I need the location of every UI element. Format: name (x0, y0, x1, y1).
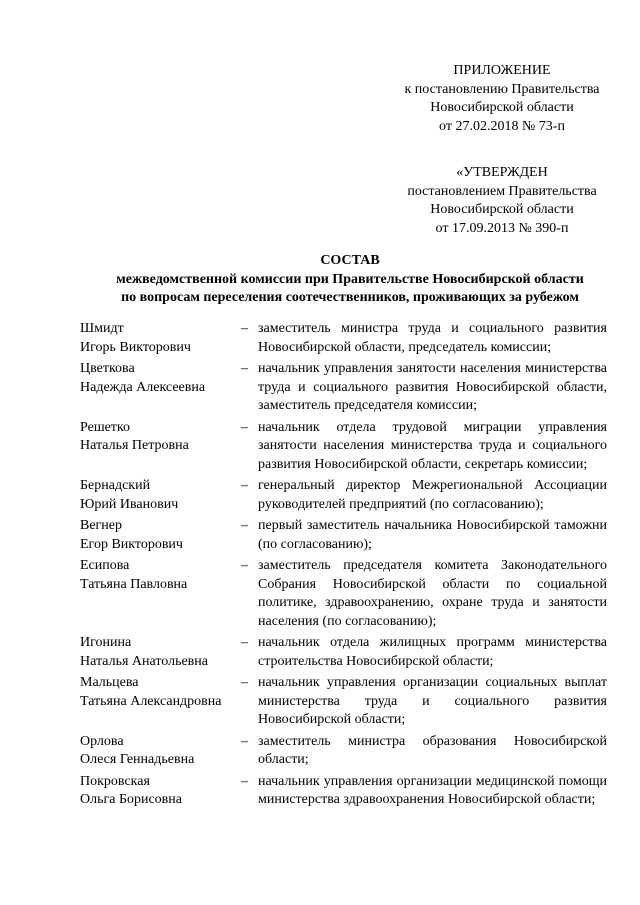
member-given-names: Наталья Петровна (80, 438, 189, 453)
member-surname: Есипова (80, 558, 130, 573)
appendix-date-number: от 27.02.2018 № 73-п (439, 118, 565, 134)
member-surname: Вегнер (80, 518, 122, 533)
document-title: СОСТАВ (320, 253, 380, 268)
member-surname: Орлова (80, 733, 124, 749)
member-row (80, 773, 607, 810)
member-role: первый заместитель начальника Новосибирской таможни (по согласованию); (258, 518, 607, 552)
member-row (80, 634, 607, 671)
member-surname: Бернадский (80, 478, 151, 493)
document-title-block (60, 252, 640, 308)
member-role: начальник управления организации медицинской помощи министерства здравоохранения Новосибирской области; (258, 773, 607, 807)
member-given-names: Надежда Алексеевна (80, 379, 206, 395)
approved-reference: постановлением Правительства (407, 183, 597, 199)
appendix-title: ПРИЛОЖЕНИЕ (453, 63, 551, 78)
member-given-names: Татьяна Павловна (80, 576, 188, 592)
member-row (80, 320, 607, 357)
approved-stamp (392, 164, 612, 238)
approved-date-number: от 17.09.2013 № 390-п (435, 220, 569, 236)
member-name (80, 477, 240, 514)
document-subtitle-line-1: межведомственной комиссии при Правительстве Новосибирской области (116, 271, 584, 287)
member-dash: – (241, 419, 248, 435)
member-surname: Мальцева (80, 675, 139, 690)
member-surname: Цветкова (80, 361, 135, 376)
member-row (80, 557, 607, 631)
member-role: заместитель председателя комитета Законодательного Собрания Новосибирской области по социальной политике, здравоохранению, охране труда и занятости населения (по согласованию); (258, 558, 607, 629)
member-given-names: Татьяна Александровна (80, 693, 222, 709)
member-dash: – (241, 518, 248, 533)
member-dash: – (241, 773, 248, 789)
member-given-names: Наталья Анатольевна (80, 653, 209, 669)
member-name (80, 733, 240, 770)
member-dash: – (241, 558, 248, 573)
member-name (80, 773, 240, 810)
member-row (80, 419, 607, 475)
member-dash: – (241, 321, 248, 336)
members-list (80, 320, 607, 813)
approved-title: «УТВЕРЖДЕН (456, 165, 548, 180)
member-given-names: Юрий Иванович (80, 496, 179, 512)
member-given-names: Игорь Викторович (80, 339, 191, 355)
approved-region: Новосибирской области (430, 202, 574, 217)
member-row (80, 733, 607, 770)
member-row (80, 477, 607, 514)
member-name (80, 517, 240, 554)
member-given-names: Егор Викторович (80, 536, 183, 552)
member-row (80, 360, 607, 416)
document-subtitle-line-2: по вопросам переселения соотечественников, проживающих за рубежом (121, 290, 579, 305)
appendix-stamp (392, 62, 612, 136)
member-surname: Покровская (80, 773, 150, 789)
member-name (80, 674, 240, 730)
member-surname: Игонина (80, 635, 132, 650)
member-given-names: Ольга Борисовна (80, 792, 182, 807)
member-row (80, 674, 607, 730)
member-role: начальник отдела жилищных программ министерства строительства Новосибирской области; (258, 635, 607, 669)
member-given-names: Олеся Геннадьевна (80, 752, 195, 767)
member-role: начальник управления организации социальных выплат министерства труда и социального развития Новосибирской области; (258, 675, 607, 727)
member-role: заместитель министра труда и социального развития Новосибирской области, председатель комиссии; (258, 321, 607, 355)
member-dash: – (241, 478, 248, 493)
member-surname: Решетко (80, 419, 131, 435)
member-role: заместитель министра образования Новосибирской области; (258, 733, 607, 767)
member-surname: Шмидт (80, 321, 124, 336)
member-name (80, 419, 240, 475)
member-role: начальник отдела трудовой миграции управления занятости населения министерства труда и социального развития Новосибирской области, секретарь комиссии; (258, 419, 607, 472)
member-role: генеральный директор Межрегиональной Ассоциации руководителей предприятий (по согласованию); (258, 478, 607, 512)
member-dash: – (241, 635, 248, 650)
member-name (80, 320, 240, 357)
member-row (80, 517, 607, 554)
member-dash: – (241, 361, 248, 376)
member-name (80, 634, 240, 671)
appendix-reference: к постановлению Правительства (404, 81, 600, 97)
member-name (80, 557, 240, 631)
member-dash: – (241, 675, 248, 690)
appendix-region: Новосибирской области (430, 100, 574, 115)
member-dash: – (241, 733, 248, 749)
member-role: начальник управления занятости населения министерства труда и социального развития Новосибирской области, заместитель председателя комиссии; (258, 361, 607, 413)
member-name (80, 360, 240, 416)
